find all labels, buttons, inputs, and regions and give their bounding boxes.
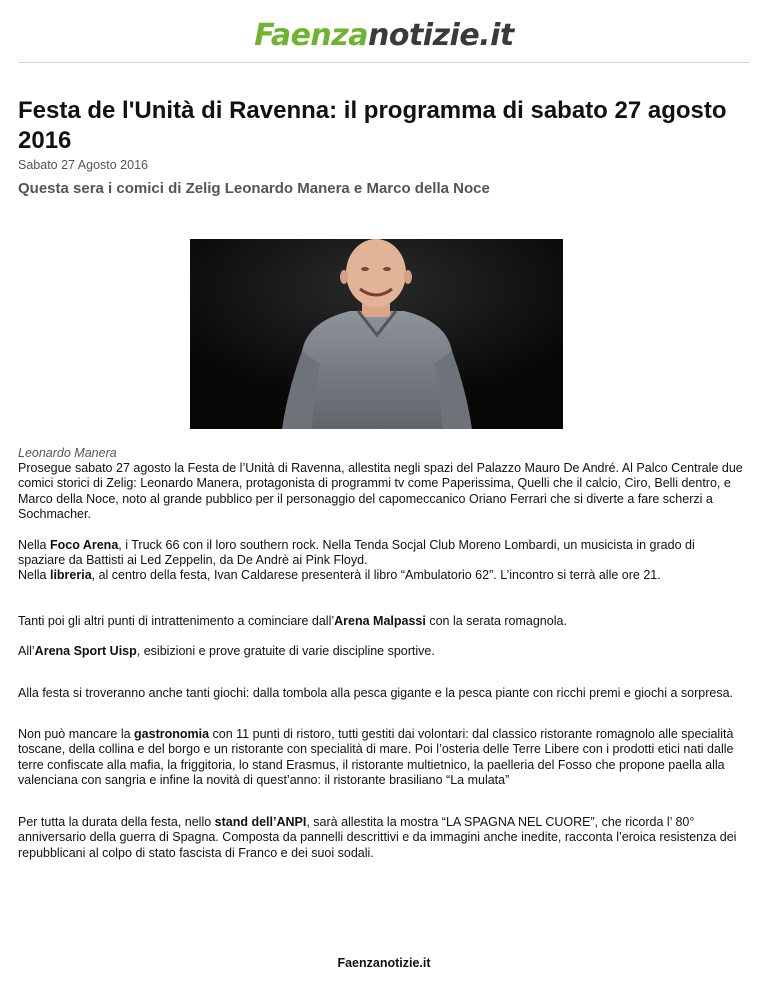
photo-comedian-illustration [190,239,563,429]
site-logo[interactable] [0,18,768,53]
paragraph-4: All’Arena Sport Uisp, esibizioni e prove gratuite di varie discipline sportive. [18,644,435,659]
highlight-arena-sport-uisp: Arena Sport Uisp [34,644,137,659]
paragraph-6: Non può mancare la gastronomia con 11 punti di ristoro, tutti gestiti dai volontari: dal classico ristorante romagnolo alle specialità toscane, della collina e del borgo e un ristorante con specialità di mare. Poi l’osteria delle Terre Libere con i prodotti etici nati dalle terre confiscate alla mafia, la friggitoria, lo stand Erasmus, il ristorante multietnico, la paelleria del Fosso che propone paella alla valenciana con sangria e infine la novità di quest’anno: il ristorante brasiliano “La mulata” [18,727,734,788]
paragraph-1: Prosegue sabato 27 agosto la Festa de l’Unità di Ravenna, allestita negli spazi del Palazzo Mauro De André. Al Palco Centrale due comici storici di Zelig: Leonardo Manera, protagonista di programmi tv come Paperissima, Quelli che il calcio, Ciro, Belli dentro, e Marco della Noce, noto al grande pubblico per il personaggio del capomeccanico Oriano Ferrari che si diverte a fare scherzi a Sochmacher. [18,461,743,522]
paragraph-3: Tanti poi gli altri punti di intrattenimento a cominciare dall’Arena Malpassi con la serata romagnola. [18,613,567,628]
article-title: Festa de l'Unità di Ravenna: il programma di sabato 27 agosto 2016 [18,97,727,154]
highlight-libreria: libreria [49,568,92,583]
highlight-arena-malpassi: Arena Malpassi [334,613,426,628]
article-date: Sabato 27 Agosto 2016 [18,158,148,172]
article-photo [190,239,563,429]
highlight-stand-anpi: stand dell’ANPI [214,814,307,829]
paragraph-2: Nella Foco Arena, i Truck 66 con il loro southern rock. Nella Tenda Socjal Club Moreno Lombardi, un musicista in grado di spaziare da Battisti ai Led Zeppelin, da De Andrè ai Pink Floyd. Nella libreria, al centro della festa, Ivan Caldarese presenterà il libro “Ambulatorio 62”. L’incontro si terrà alle ore 21. [18,537,695,583]
footer-site-name: Faenzanotizie.it [337,956,431,970]
paragraph-5: Alla festa si troveranno anche tanti giochi: dalla tombola alla pesca gigante e la pesca piante con ricchi premi e giochi a sorpresa. [18,685,733,700]
highlight-foco-arena: Foco Arena [49,537,119,552]
logo-part-faenza: Faenza [254,18,368,53]
article-subtitle: Questa sera i comici di Zelig Leonardo Manera e Marco della Noce [18,180,490,197]
paragraph-7: Per tutta la durata della festa, nello stand dell’ANPI, sarà allestita la mostra “LA SPAGNA NEL CUORE”, che ricorda l’ 80° anniversario della guerra di Spagna. Composta da pannelli descrittivi e da immagini anche inedite, racconta l’eroica resistenza dei repubblicani al colpo di stato fascista di Franco e dei suoi sodali. [18,814,737,860]
logo-part-notizie: notizie.it [368,18,514,53]
article-body [18,461,743,861]
header-divider [18,62,750,63]
highlight-gastronomia: gastronomia [134,727,210,742]
photo-caption: Leonardo Manera [18,446,117,460]
